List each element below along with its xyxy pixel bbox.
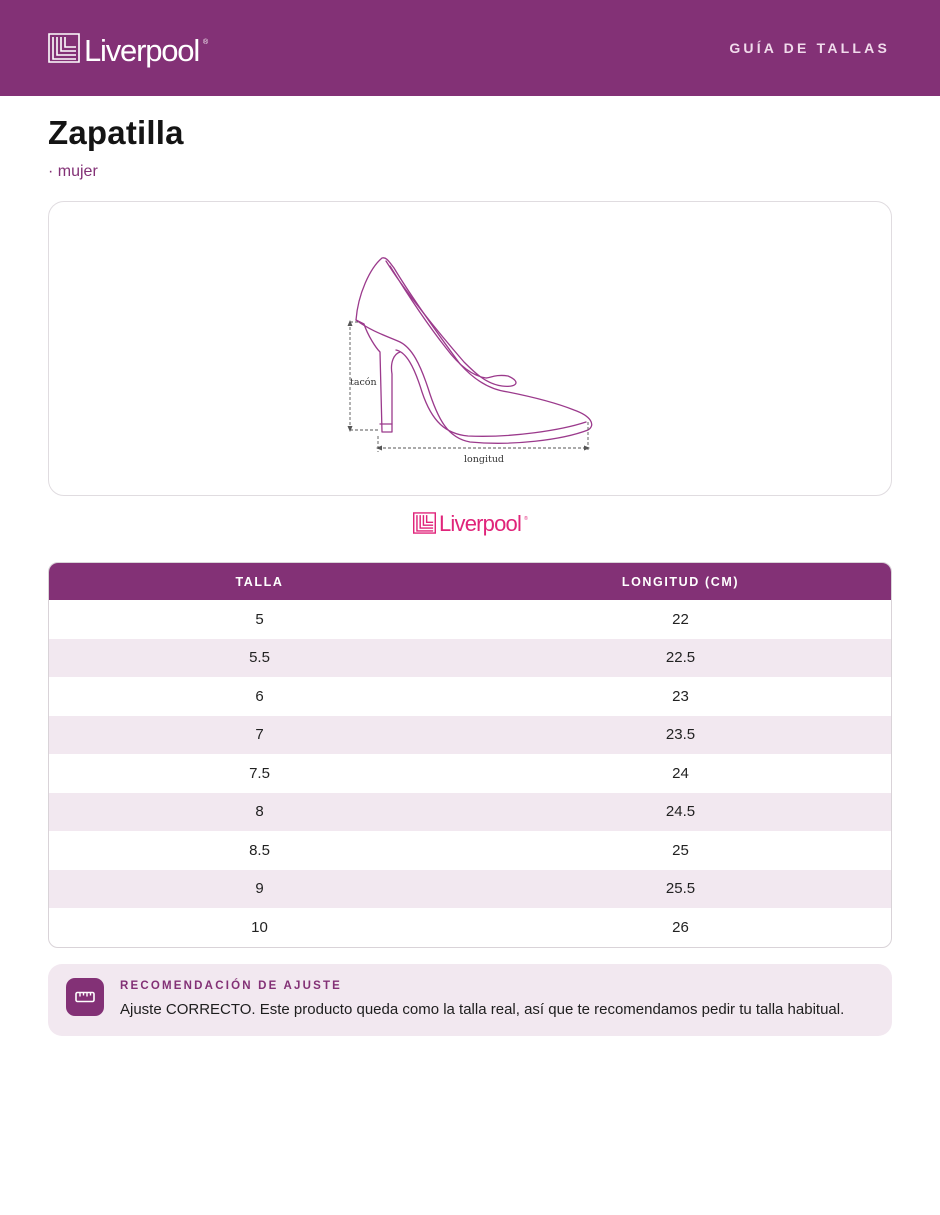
size-cell: 8.5 (249, 841, 270, 859)
table-header-row (49, 563, 891, 600)
shoe-measurement-diagram (342, 224, 594, 476)
length-cell: 23 (672, 687, 689, 705)
table-row (49, 600, 891, 639)
length-cell: 25 (672, 841, 689, 859)
page-header (0, 0, 940, 96)
table-row (49, 908, 891, 947)
size-cell: 9 (255, 880, 264, 898)
size-cell: 10 (251, 918, 268, 936)
shoe-heel (356, 320, 400, 432)
table-row (49, 639, 891, 678)
fit-recommendation-card (48, 964, 892, 1036)
recommendation-title: RECOMENDACIÓN DE AJUSTE (120, 980, 343, 992)
shoe-diagram-card (48, 201, 892, 496)
length-cell: 26 (672, 918, 689, 936)
length-cell: 24 (672, 764, 689, 782)
liverpool-brand-logo (413, 512, 528, 534)
size-table (48, 562, 892, 948)
table-row (49, 754, 891, 793)
liverpool-brand-logo-text: Liverpool (439, 511, 522, 536)
shoe-insole-line (396, 350, 586, 436)
size-cell: 6 (255, 687, 264, 705)
ruler-icon (66, 978, 104, 1016)
table-row (49, 716, 891, 755)
size-cell: 7 (255, 726, 264, 744)
liverpool-logo-icon (48, 33, 80, 63)
shoe-opening-line (386, 261, 516, 386)
size-cell: 5.5 (249, 649, 270, 667)
size-cell: 7.5 (249, 764, 270, 782)
size-guide-nav-label[interactable]: GUÍA DE TALLAS (729, 40, 890, 56)
table-row (49, 831, 891, 870)
column-header-longitud: LONGITUD (CM) (621, 574, 740, 589)
length-cell: 24.5 (665, 803, 696, 821)
length-label: longitud (464, 454, 505, 465)
size-cell: 8 (255, 803, 264, 821)
liverpool-logo-text: Liverpool (84, 32, 200, 68)
registered-mark: ® (524, 516, 528, 522)
table-row (49, 870, 891, 909)
product-title: Zapatilla (48, 114, 184, 151)
product-subtitle: · mujer (48, 163, 98, 180)
size-cell: 5 (255, 610, 264, 628)
liverpool-logo-icon (413, 512, 436, 534)
length-cell: 22.5 (665, 649, 696, 667)
registered-mark: ® (203, 38, 209, 46)
table-row (49, 793, 891, 832)
length-cell: 25.5 (665, 880, 696, 898)
liverpool-logo[interactable] (48, 32, 209, 68)
length-cell: 23.5 (665, 726, 696, 744)
column-header-talla: TALLA (235, 574, 284, 589)
heel-height-label: tacón (350, 377, 377, 388)
recommendation-text: Ajuste CORRECTO. Este producto queda como la talla real, así que te recomendamos pedir tu talla habitual. (120, 1001, 845, 1018)
length-cell: 22 (672, 610, 689, 628)
table-row (49, 677, 891, 716)
